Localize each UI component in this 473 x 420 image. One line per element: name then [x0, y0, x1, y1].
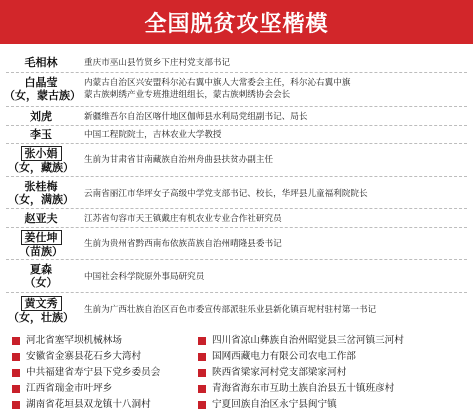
square-bullet-icon: [198, 385, 206, 393]
person-description: [84, 188, 468, 200]
person-name-block: [4, 296, 78, 324]
person-description: [84, 213, 468, 225]
list-item: [198, 334, 404, 348]
list-item: [12, 366, 160, 380]
divider: [6, 72, 467, 73]
person-ethnicity: （女，藏族）: [8, 161, 74, 174]
person-name: 姜仕坤: [21, 230, 62, 245]
square-bullet-icon: [198, 369, 206, 377]
person-name-block: [4, 230, 78, 258]
person-name: 张桂梅: [24, 180, 58, 193]
group-name: 宁夏回族自治区永宁县闽宁镇: [212, 399, 337, 410]
person-name-block: [4, 56, 78, 69]
group-name: 陕西省梁家河村党支部梁家河村: [212, 367, 347, 378]
group-name: 江西省瑞金市叶坪乡: [26, 383, 113, 394]
page-title: 全国脱贫攻坚楷模: [144, 11, 329, 37]
description-line: 中国社会科学院原外事局研究员: [84, 272, 205, 282]
person-ethnicity: （女，满族）: [8, 193, 74, 206]
divider: [6, 176, 467, 177]
square-bullet-icon: [12, 353, 20, 361]
description-line: 生前为甘肃省甘南藏族自治州舟曲县扶贫办副主任: [84, 155, 274, 165]
person-name: 白晶莹: [24, 76, 58, 89]
group-name: 四川省凉山彝族自治州昭觉县三岔河镇三河村: [212, 335, 404, 346]
group-name: 安徽省金寨县花石乡大湾村: [26, 351, 142, 362]
person-name: 刘虎: [30, 110, 52, 123]
description-line: 内蒙古自治区兴安盟科尔沁右翼中旗人大常委会主任，科尔沁右翼中旗: [84, 78, 351, 88]
person-name-block: [4, 180, 78, 206]
description-line: 生前为广西壮族自治区百色市委宣传部派驻乐业县新化镇百坭村驻村第一书记: [84, 305, 377, 315]
square-bullet-icon: [12, 401, 20, 409]
divider: [6, 125, 467, 126]
square-bullet-icon: [198, 337, 206, 345]
list-item: [12, 398, 151, 412]
person-name-block: [4, 263, 78, 289]
list-item: [198, 350, 356, 364]
group-name: 青海省海东市互助土族自治县五十镇班彦村: [212, 383, 395, 394]
list-item: [12, 334, 122, 348]
person-name: 张小娟: [21, 146, 62, 161]
square-bullet-icon: [198, 401, 206, 409]
person-name-block: [4, 128, 78, 141]
header-banner: [0, 0, 473, 44]
group-name: 湖南省花垣县双龙镇十八洞村: [26, 399, 151, 410]
person-description: [84, 154, 468, 166]
person-name: 黄文秀: [21, 296, 62, 311]
divider: [6, 208, 467, 209]
list-item: [12, 382, 112, 396]
description-line: 中国工程院院士，吉林农业大学教授: [84, 130, 222, 140]
person-description: [84, 57, 468, 69]
person-name: 李玉: [30, 128, 52, 141]
description-line: 蒙古族刺绣产业专班推进组组长，蒙古族刺绣协会会长: [84, 90, 291, 100]
person-description: [84, 304, 468, 316]
group-name: 河北省塞罕坝机械林场: [26, 335, 122, 346]
divider: [6, 106, 467, 107]
person-name-block: [4, 212, 78, 225]
person-ethnicity: （女，蒙古族）: [4, 89, 81, 102]
person-name-block: [4, 146, 78, 174]
person-ethnicity: （女）: [24, 276, 58, 289]
group-name: 中共福建省寿宁县下党乡委员会: [26, 367, 161, 378]
person-ethnicity: （苗族）: [19, 245, 63, 258]
person-name-block: [4, 76, 81, 102]
description-line: 重庆市巫山县竹贤乡下庄村党支部书记: [84, 58, 231, 68]
person-description: [84, 271, 468, 283]
square-bullet-icon: [12, 385, 20, 393]
square-bullet-icon: [12, 369, 20, 377]
person-description: [84, 77, 468, 101]
description-line: 生前为贵州省黔西南布依族苗族自治州晴隆县委书记: [84, 239, 282, 249]
divider: [6, 227, 467, 228]
square-bullet-icon: [198, 353, 206, 361]
square-bullet-icon: [12, 337, 20, 345]
divider: [6, 143, 467, 144]
description-line: 江苏省句容市天王镇戴庄有机农业专业合作社研究员: [84, 214, 282, 224]
list-item: [12, 350, 141, 364]
group-name: 国网西藏电力有限公司农电工作部: [212, 351, 356, 362]
person-name-block: [4, 110, 78, 123]
divider: [6, 292, 467, 293]
person-name: 毛相林: [24, 56, 58, 69]
person-ethnicity: （女，壮族）: [8, 311, 74, 324]
person-description: [84, 238, 468, 250]
person-description: [84, 129, 468, 141]
person-name: 夏森: [30, 263, 52, 276]
list-item: [198, 398, 337, 412]
list-item: [198, 366, 346, 380]
description-line: 云南省丽江市华坪女子高级中学党支部书记、校长，华坪县儿童福利院院长: [84, 189, 368, 199]
person-description: [84, 111, 468, 123]
list-item: [198, 382, 394, 396]
person-name: 赵亚夫: [24, 212, 58, 225]
description-line: 新疆维吾尔自治区喀什地区伽师县水利局党组副书记、局长: [84, 112, 308, 122]
divider: [6, 259, 467, 260]
